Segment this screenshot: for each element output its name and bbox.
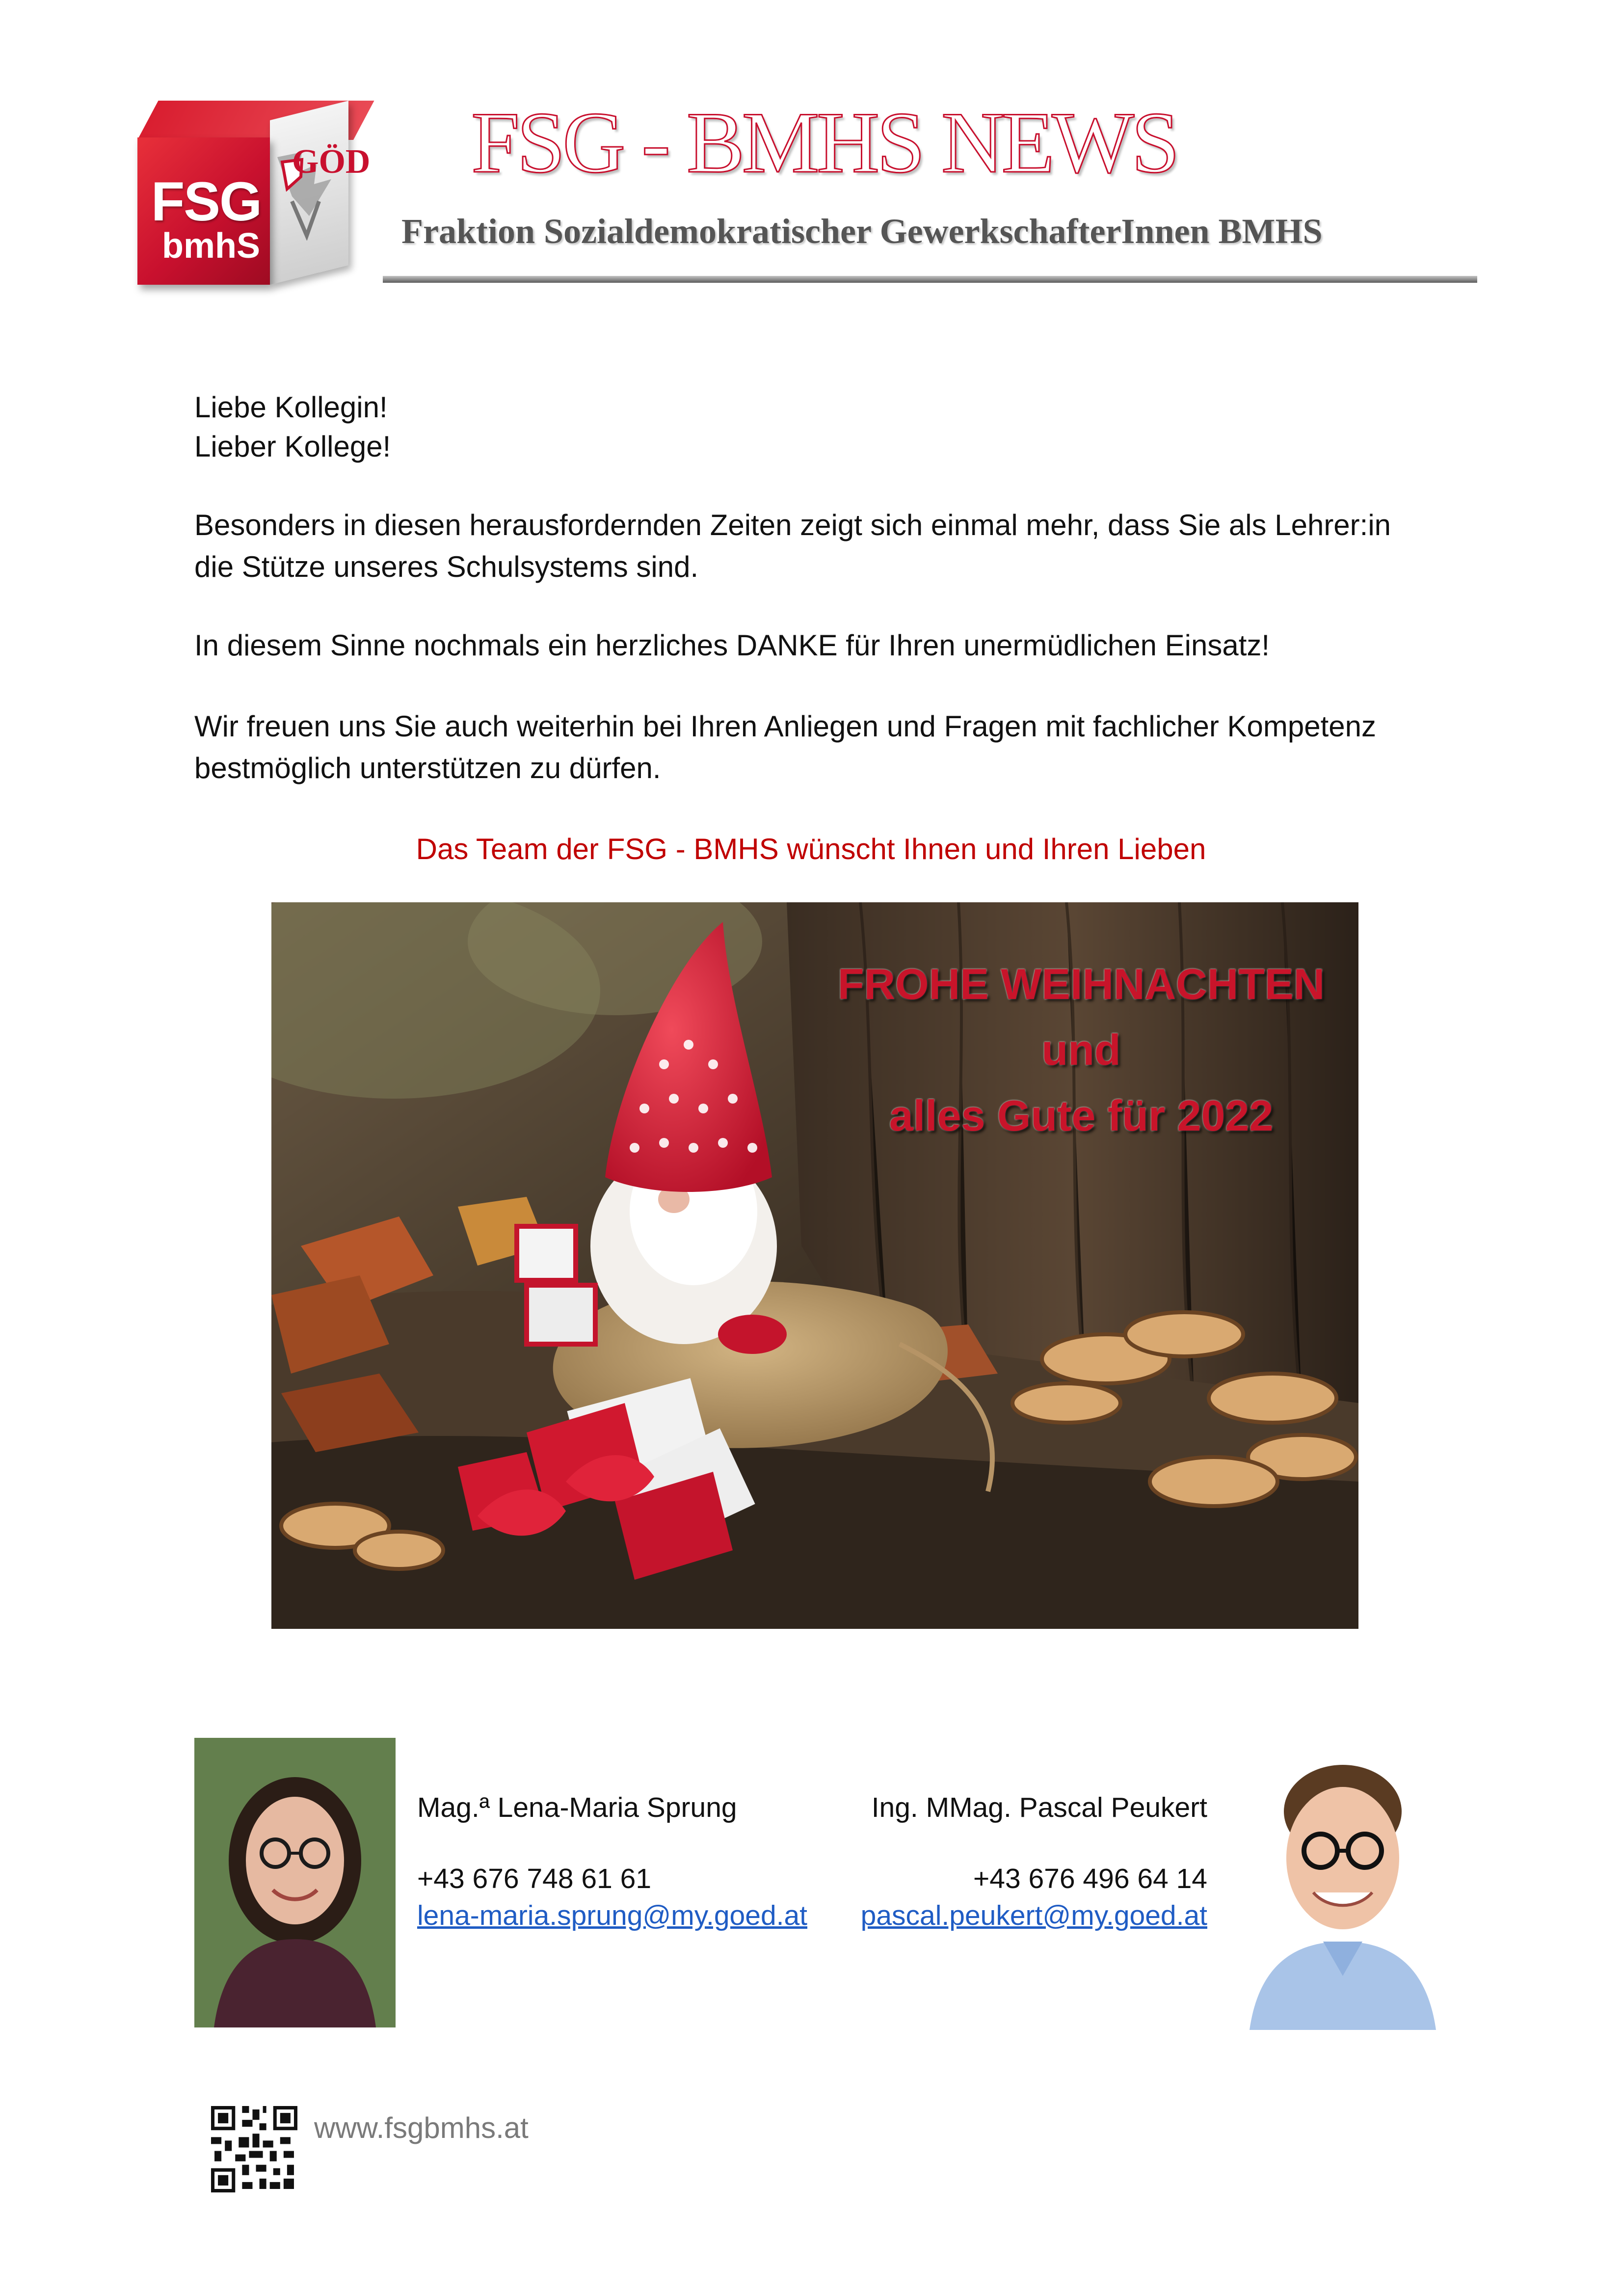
paragraph-1-line-2: die Stütze unseres Schulsystems sind. — [194, 550, 699, 583]
greeting-line-1: FROHE WEIHNACHTEN — [837, 960, 1325, 1008]
paragraph-3-line-1: Wir freuen uns Sie auch weiterhin bei Ihren Anliegen und Fragen mit fachlicher Kompetenz — [194, 710, 1376, 743]
paragraph-2: In diesem Sinne nochmals ein herzliches DANKE für Ihren unermüdlichen Einsatz! — [194, 629, 1270, 662]
greeting-line-3: alles Gute für 2022 — [889, 1091, 1274, 1140]
portrait-pascal-peukert — [1240, 1745, 1446, 2030]
team-greeting-line: Das Team der FSG - BMHS wünscht Ihnen und Ihren Lieben — [416, 833, 1206, 865]
logo-goed-text: GÖD — [292, 143, 371, 181]
qr-code-icon — [211, 2106, 297, 2192]
newsletter-title: FSG - BMHS NEWS — [471, 94, 1177, 191]
logo-fsg-text: FSG — [151, 171, 262, 232]
contact-phone-lena: +43 676 748 61 61 — [417, 1863, 652, 1894]
contact-name-pascal: Ing. MMag. Pascal Peukert — [871, 1792, 1207, 1823]
greeting-line-2: und — [1041, 1026, 1121, 1074]
christmas-greeting-text — [811, 951, 1351, 1149]
logo-bmhs-text: bmhS — [161, 226, 260, 266]
contact-phone-pascal: +43 676 496 64 14 — [973, 1863, 1207, 1894]
header-divider — [383, 276, 1477, 283]
portrait-lena-maria-sprung — [194, 1738, 396, 2027]
website-link[interactable]: www.fsgbmhs.at — [314, 2111, 529, 2144]
paragraph-3-line-2: bestmöglich unterstützen zu dürfen. — [194, 752, 661, 784]
contact-email-lena[interactable]: lena-maria.sprung@my.goed.at — [417, 1900, 808, 1931]
salutation-female: Liebe Kollegin! — [194, 391, 388, 424]
paragraph-1-line-1: Besonders in diesen herausfordernden Zeiten zeigt sich einmal mehr, dass Sie als Lehrer:in — [194, 509, 1391, 541]
christmas-greeting-image — [271, 902, 1358, 1629]
salutation-male: Lieber Kollege! — [194, 430, 391, 463]
contact-name-lena: Mag.ª Lena-Maria Sprung — [417, 1792, 737, 1823]
fsg-bmhs-logo — [133, 96, 371, 307]
contact-email-pascal[interactable]: pascal.peukert@my.goed.at — [860, 1900, 1207, 1931]
newsletter-subtitle: Fraktion Sozialdemokratischer GewerkschafterInnen BMHS — [401, 212, 1323, 251]
